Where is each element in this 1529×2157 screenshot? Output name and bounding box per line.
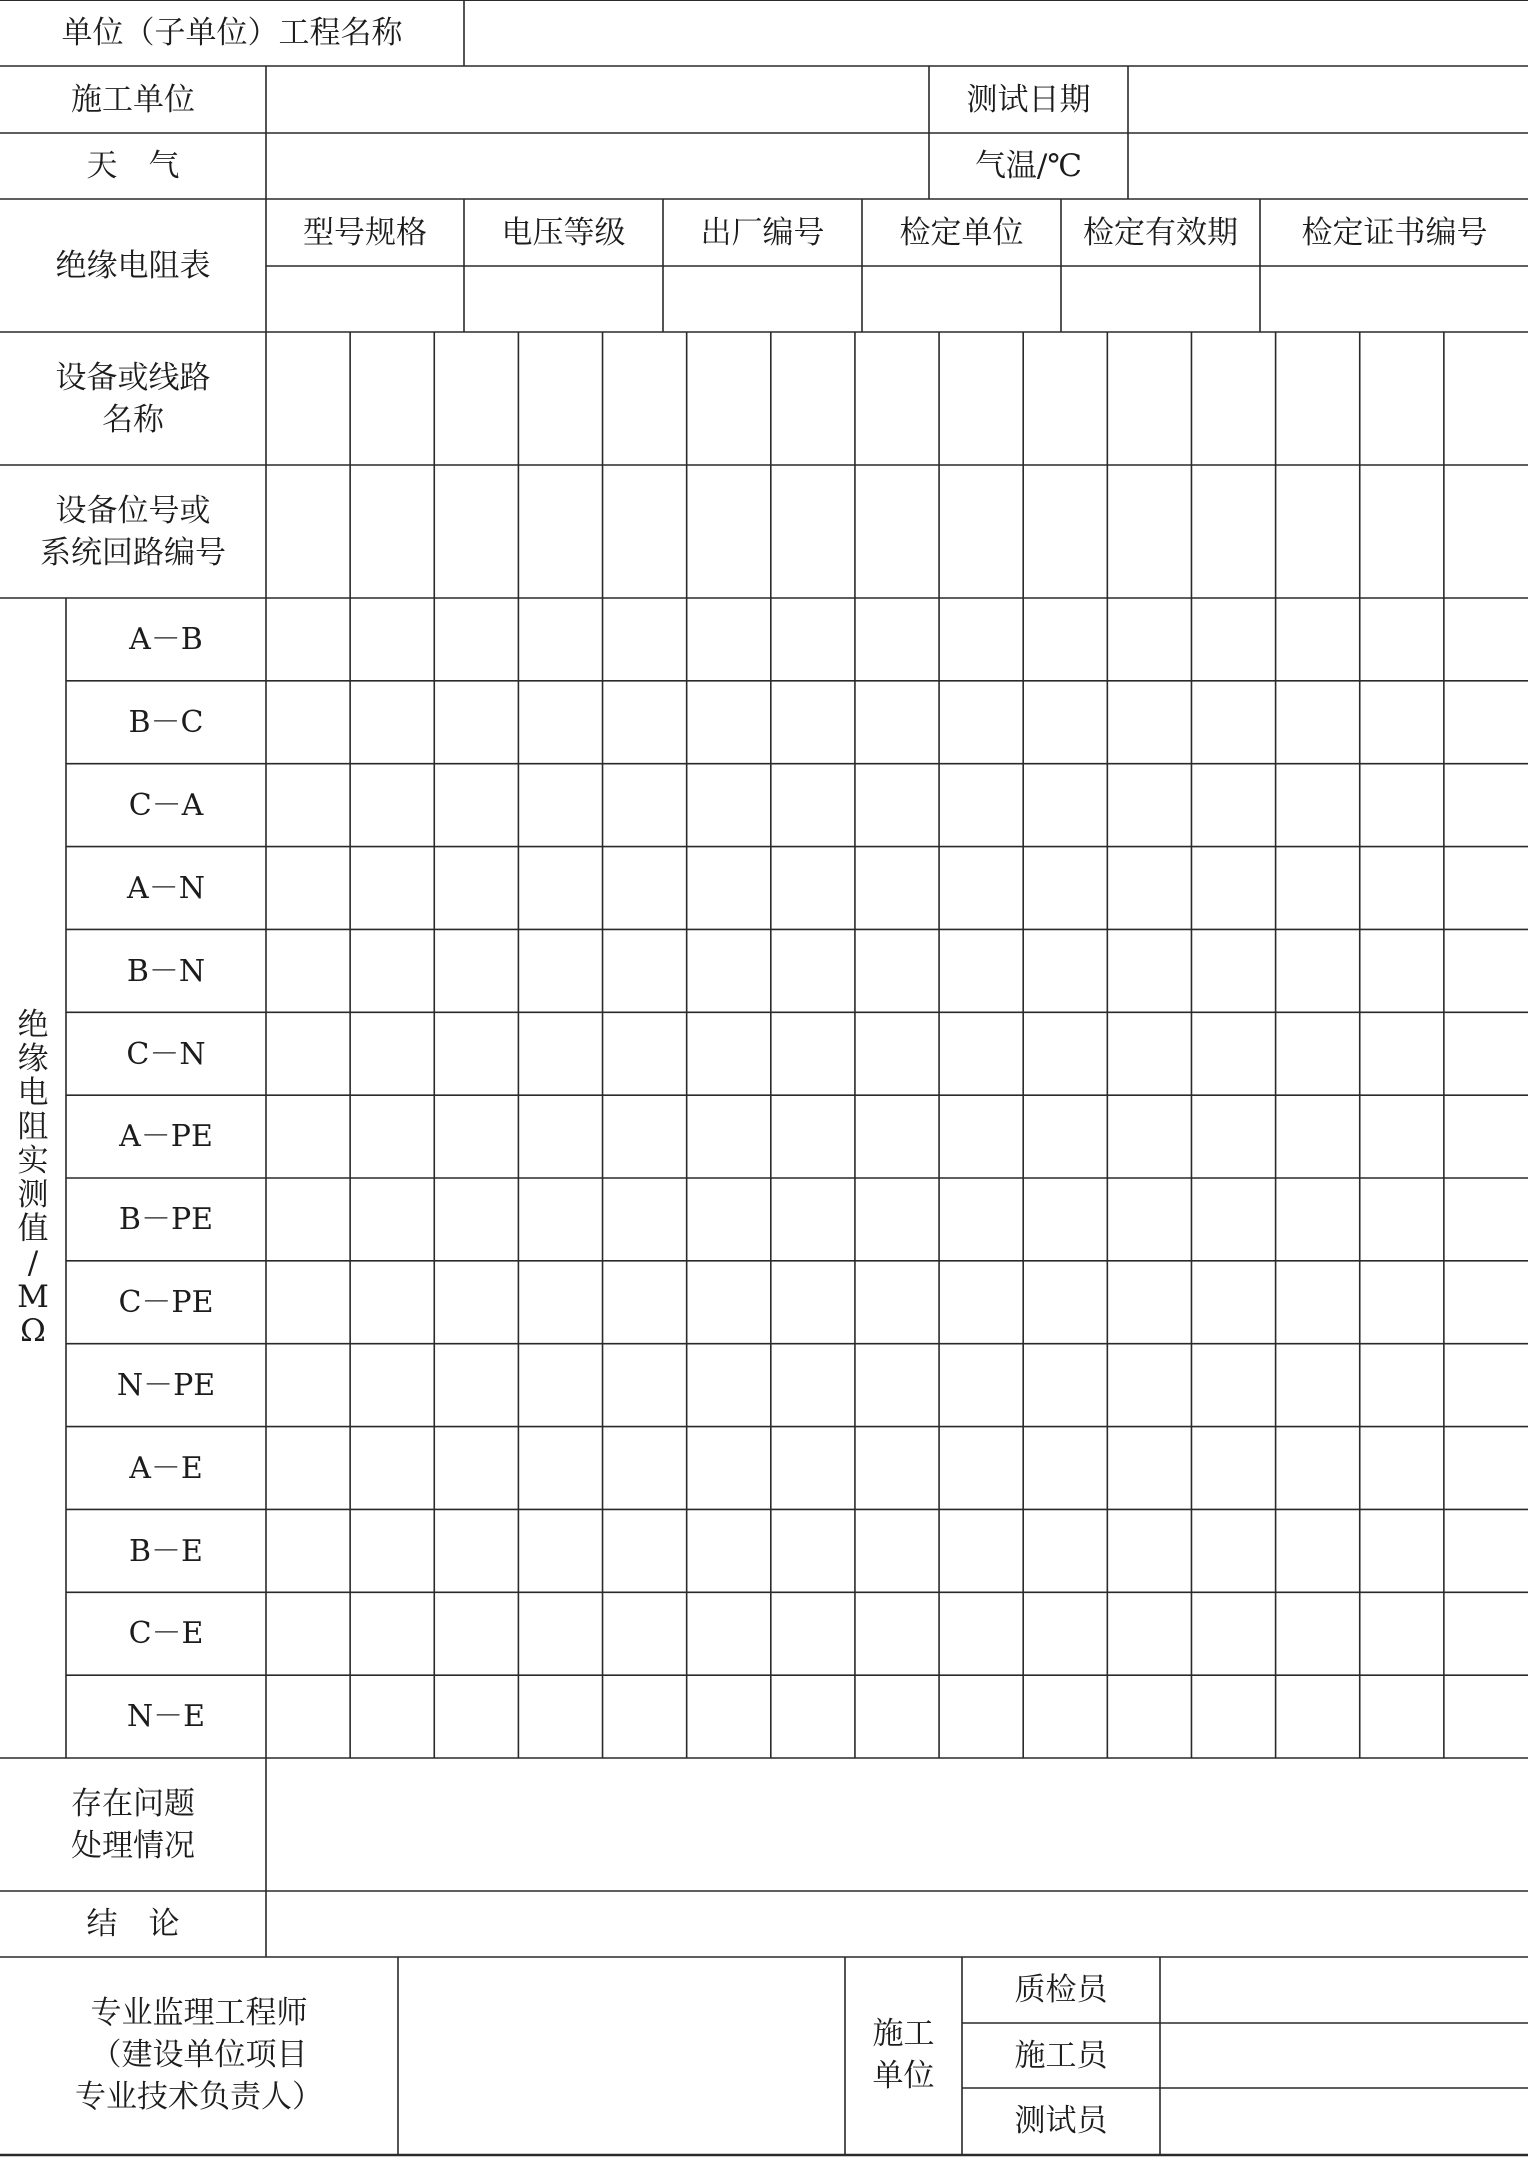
phase-pair-label: A－E [129,1450,203,1486]
measured-value-label [0,598,66,1758]
meter-col-cal-unit: 检定单位 [899,214,1024,251]
measured-value-char: 测 [17,1177,49,1213]
meter-label: 绝缘电阻表 [55,247,211,284]
measured-value-char: Ω [20,1313,46,1349]
phase-pair-label: B－E [129,1533,203,1569]
measured-value-char: / [27,1245,39,1281]
weather-label: 天 气 [86,148,180,184]
phase-pair-label: C－E [128,1616,204,1651]
contractor-label: 施工 单位 [872,2016,935,2094]
device-name-label: 设备或线路 名称 [55,359,211,438]
measured-value-char: 绝 [17,1007,49,1043]
phase-pair-label: B－N [126,953,206,989]
phase-pair-label: A－PE [119,1119,213,1154]
measured-value-char: 实 [17,1143,49,1179]
measured-value-char: 值 [17,1211,49,1247]
signer-builder-label: 施工员 [1014,2037,1108,2074]
temperature-label: 气温/℃ [974,148,1083,184]
phase-pair-label: C－PE [118,1284,214,1320]
phase-pair-label: N－PE [116,1367,216,1403]
meter-col-cert-no: 检定证书编号 [1301,214,1488,251]
device-number-label: 设备位号或 系统回路编号 [40,492,226,571]
phase-pair-label: B－C [128,704,204,740]
project-name-label: 单位（子单位）工程名称 [61,15,403,51]
phase-pair-label: C－A [128,787,204,823]
conclusion-label: 结 论 [86,1906,180,1942]
phase-pair-label: A－B [129,621,203,657]
meter-col-model: 型号规格 [303,214,427,251]
phase-pair-label: N－E [126,1698,206,1734]
construction-unit-label: 施工单位 [71,81,195,118]
supervisor-label: 专业监理工程师 （建设单位项目 专业技术负责人） [75,1995,323,2115]
signer-qc-label: 质检员 [1014,1972,1108,2008]
measured-value-char: 电 [17,1075,49,1111]
meter-col-voltage: 电压等级 [501,214,626,251]
phase-pair-label: A－N [127,870,205,906]
measured-value-char: 阻 [17,1109,49,1145]
test-date-label: 测试日期 [966,81,1091,118]
phase-pair-label: C－N [126,1036,206,1072]
issues-label: 存在问题 处理情况 [71,1785,195,1864]
measured-value-char: M [17,1279,49,1315]
measured-value-char: 缘 [17,1041,49,1077]
phase-pair-label: B－PE [118,1201,214,1237]
meter-col-validity: 检定有效期 [1083,214,1238,251]
meter-col-serial: 出厂编号 [700,214,825,251]
signer-tester-label: 测试员 [1014,2102,1108,2139]
